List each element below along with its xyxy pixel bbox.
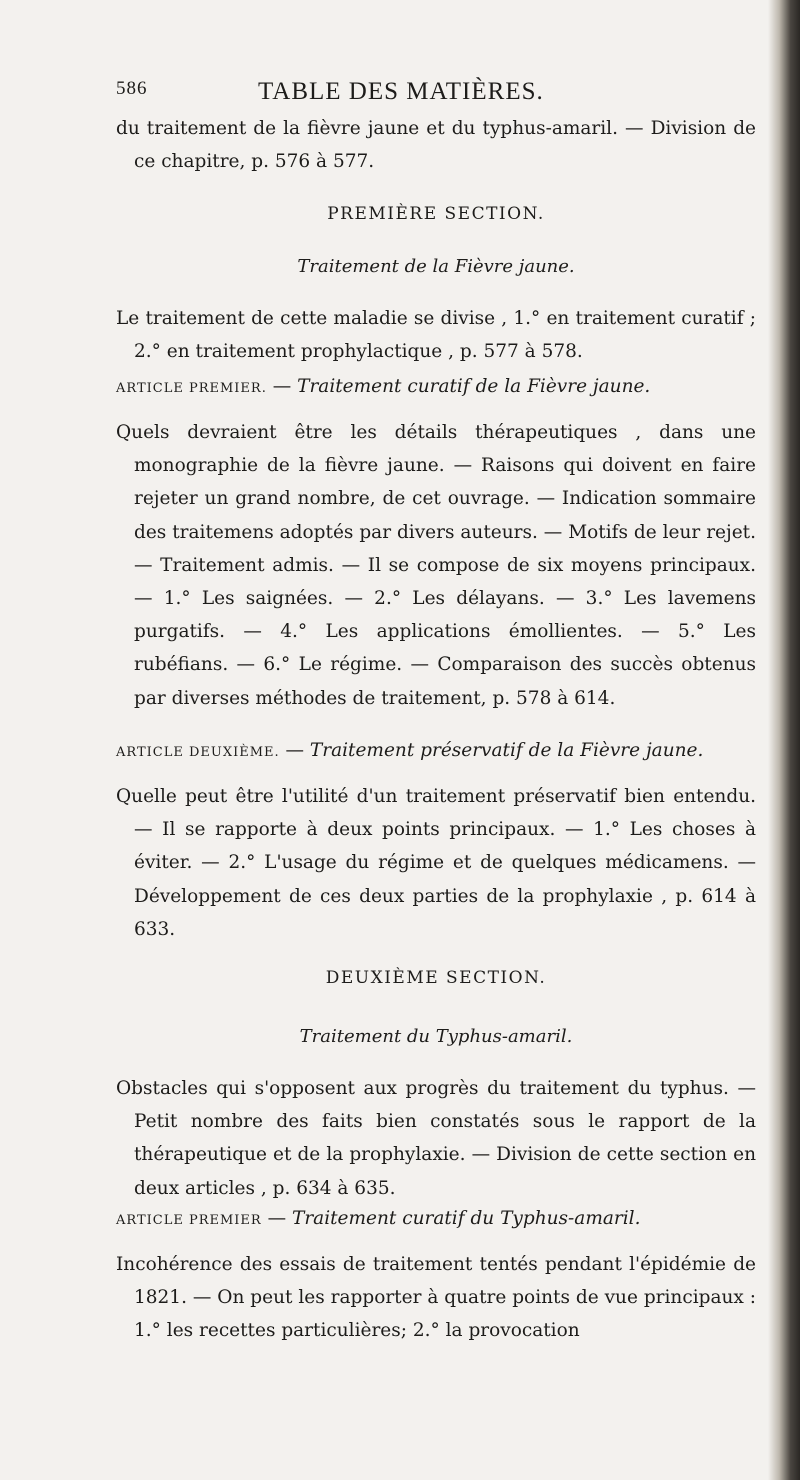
section1-heading: PREMIÈRE SECTION.	[327, 204, 545, 224]
section2-article1-heading	[116, 1202, 756, 1237]
page-header	[116, 78, 756, 108]
article-title: Traitement curatif de la Fièvre jaune.	[297, 376, 651, 397]
binding-edge	[768, 0, 800, 1480]
section1-summary: Le traitement de cette maladie se divise , 1.° en traitement curatif ; 2.° en traitement prophylactique , p. 577 à 578.	[116, 308, 756, 363]
section1-subheading: Traitement de la Fièvre jaune.	[297, 256, 575, 277]
section1-article1-body: Quels devraient être les détails thérapeutiques , dans une monographie de la fièvre jaune. — Raisons qui doivent en faire rejeter un grand nombre, de cet ouvrage. — Indication sommaire des traitemens adoptés par divers auteurs. — Motifs de leur rejet. — Traitement admis. — Il se compose de six moyens principaux. — 1.° Les saignées. — 2.° Les délayans. — 3.° Les lavemens purgatifs. — 4.° Les applications émollientes. — 5.° Les rubéfians. — 6.° Le régime. — Comparaison des succès obtenus par diverses méthodes de traitement, p. 578 à 614.	[116, 422, 756, 709]
section1-article2-heading	[116, 734, 756, 769]
article-title: Traitement préservatif de la Fièvre jaune.	[309, 740, 704, 761]
article-label: ARTICLE PREMIER	[116, 1213, 262, 1228]
running-title: TABLE DES MATIÈRES.	[258, 78, 544, 105]
section2-article1-body: Incohérence des essais de traitement tentés pendant l'épidémie de 1821. — On peut les rapporter à quatre points de vue principaux : 1.° les recettes particulières; 2.° la provocation	[116, 1254, 756, 1342]
section1-article1-heading	[116, 370, 756, 405]
article-label: ARTICLE DEUXIÈME.	[116, 745, 280, 760]
article-dash: —	[266, 376, 298, 397]
article-dash: —	[261, 1208, 292, 1229]
article-label: ARTICLE PREMIER.	[116, 381, 267, 396]
intro-paragraph: du traitement de la fièvre jaune et du typhus-amaril. — Division de ce chapitre, p. 576 à 577.	[116, 118, 756, 173]
section2-subheading: Traitement du Typhus-amaril.	[299, 1026, 573, 1047]
article-dash: —	[279, 740, 310, 761]
section2-heading: DEUXIÈME SECTION.	[325, 968, 547, 988]
page-number: 586	[116, 78, 148, 99]
article-title: Traitement curatif du Typhus-amaril.	[291, 1208, 641, 1229]
section1-article2-body: Quelle peut être l'utilité d'un traitement préservatif bien entendu. — Il se rapporte à deux points principaux. — 1.° Les choses à éviter. — 2.° L'usage du régime et de quelques médicamens. — Développement de ces deux parties de la prophylaxie , p. 614 à 633.	[116, 786, 756, 940]
section2-summary: Obstacles qui s'opposent aux progrès du traitement du typhus. — Petit nombre des faits bien constatés sous le rapport de la thérapeutique et de la prophylaxie. — Division de cette section en deux articles , p. 634 à 635.	[116, 1078, 756, 1199]
